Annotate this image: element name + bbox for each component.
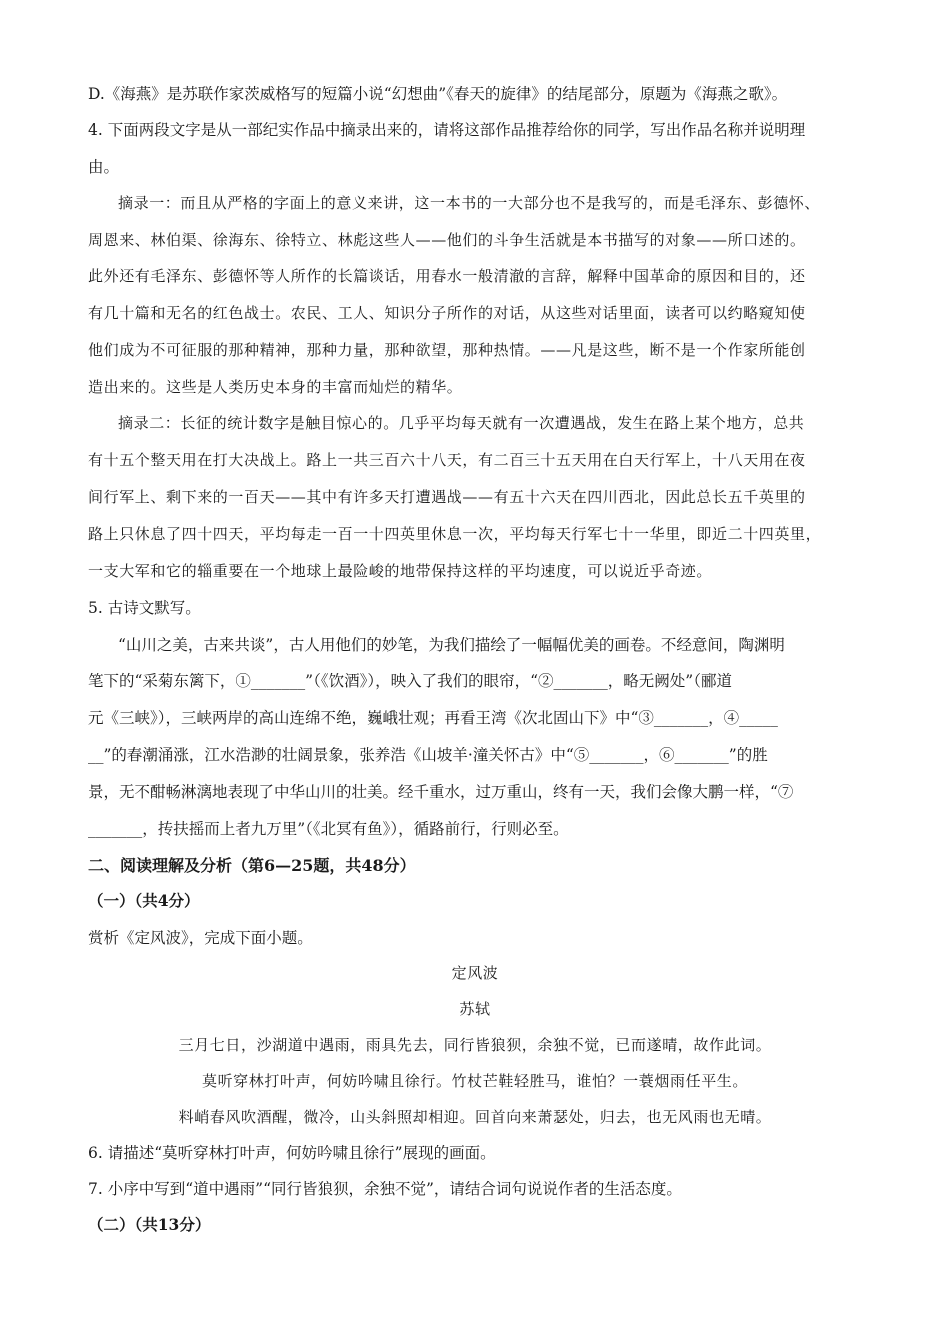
excerpt-1-line: 他们成为不可征服的那种精神，那种力量，那种欲望，那种热情。——凡是这些，断不是一个作家所能创 <box>88 341 806 359</box>
subsection-1-title: （一）（共4分） <box>88 891 200 910</box>
excerpt-1-line: 摘录一：而且从严格的字面上的意义来讲，这一本书的一大部分也不是我写的，而是毛泽东、彭德怀、 <box>118 194 821 212</box>
excerpt-1-line: 此外还有毛泽东、彭德怀等人所作的长篇谈话，用春水一般清澈的言辞，解释中国革命的原因和目的，还 <box>88 267 806 285</box>
question-5-line: 景，无不酣畅淋漓地表现了中华山川的壮美。经千重水，过万重山，终有一天，我们会像大鹏一样，“⑦ <box>88 783 794 801</box>
excerpt-1-line: 造出来的。这些是人类历史本身的丰富而灿烂的精华。 <box>88 378 463 396</box>
poem-line: 料峭春风吹酒醒，微冷，山头斜照却相迎。回首向来萧瑟处，归去，也无风雨也无晴。 <box>178 1108 772 1126</box>
excerpt-1-line: 周恩来、林伯渠、徐海东、徐特立、林彪这些人——他们的斗争生活就是本书描写的对象——所口述的。 <box>88 231 806 249</box>
subsection-2-title: （二）（共13分） <box>88 1215 211 1234</box>
excerpt-1-line: 有几十篇和无名的红色战士。农民、工人、知识分子所作的对话，从这些对话里面，读者可以约略窥知使 <box>88 304 806 322</box>
poem-line: 莫听穿林打叶声，何妨吟啸且徐行。竹杖芒鞋轻胜马，谁怕？一蓑烟雨任平生。 <box>201 1072 748 1090</box>
question-5-line: “山川之美，古来共谈”，古人用他们的妙笔，为我们描绘了一幅幅优美的画卷。不经意间，陶渊明 <box>118 636 785 654</box>
question-6: 6. 请描述“莫听穿林打叶声，何妨吟啸且徐行”展现的画面。 <box>88 1144 496 1162</box>
excerpt-2-line: 间行军上、剩下来的一百天——其中有许多天打遭遇战——有五十六天在四川西北，因此总长五千英里的 <box>88 488 806 506</box>
excerpt-2-line: 路上只休息了四十四天，平均每走一百一十四英里休息一次，平均每天行军七十一华里，即近二十四英里， <box>88 525 822 543</box>
excerpt-2-line: 有十五个整天用在打大决战上。路上一共三百六十八天，有二百三十五天用在白天行军上，十八天用在夜 <box>88 451 806 469</box>
excerpt-2-line: 一支大军和它的辎重要在一个地球上最险峻的地带保持这样的平均速度，可以说近乎奇迹。 <box>88 562 713 580</box>
section-2-title: 二、阅读理解及分析（第6—25题，共48分） <box>88 856 416 875</box>
poem-author: 苏轼 <box>459 1000 491 1018</box>
question-4-cont: 由。 <box>88 158 120 176</box>
poem-preface: 三月七日，沙湖道中遇雨，雨具先去，同行皆狼狈，余独不觉，已而遂晴，故作此词。 <box>178 1036 772 1054</box>
question-5: 5. 古诗文默写。 <box>88 599 201 617</box>
excerpt-2-line: 摘录二：长征的统计数字是触目惊心的。几乎平均每天就有一次遭遇战，发生在路上某个地方，总共 <box>118 414 805 432</box>
instruction: 赏析《定风波》，完成下面小题。 <box>88 929 313 947</box>
question-7: 7. 小序中写到“道中遇雨”“同行皆狼狈，余独不觉”，请结合词句说说作者的生活态度。 <box>88 1180 682 1198</box>
question-5-line: 元《三峡》），三峡两岸的高山连绵不绝，巍峨壮观；再看王湾《次北固山下》中“③_______，④_____ <box>88 709 778 727</box>
question-5-line: 笔下的“采菊东篱下，①_______”（《饮酒》），映入了我们的眼帘，“②_______，略无阙处”（郦道 <box>88 672 732 690</box>
question-4: 4. 下面两段文字是从一部纪实作品中摘录出来的，请将这部作品推荐给你的同学，写出作品名称并说明理 <box>88 121 806 139</box>
option-d: D.《海燕》是苏联作家茨威格写的短篇小说“幻想曲”《春天的旋律》的结尾部分，原题为《海燕之歌》。 <box>88 85 788 103</box>
question-5-line: _______，抟扶摇而上者九万里”（《北冥有鱼》），循路前行，行则必至。 <box>88 820 569 838</box>
poem-title: 定风波 <box>451 964 499 982</box>
question-5-line: __”的春潮涌涨，江水浩渺的壮阔景象，张养浩《山坡羊·潼关怀古》中“⑤_______，⑥_______”的胜 <box>88 746 768 764</box>
